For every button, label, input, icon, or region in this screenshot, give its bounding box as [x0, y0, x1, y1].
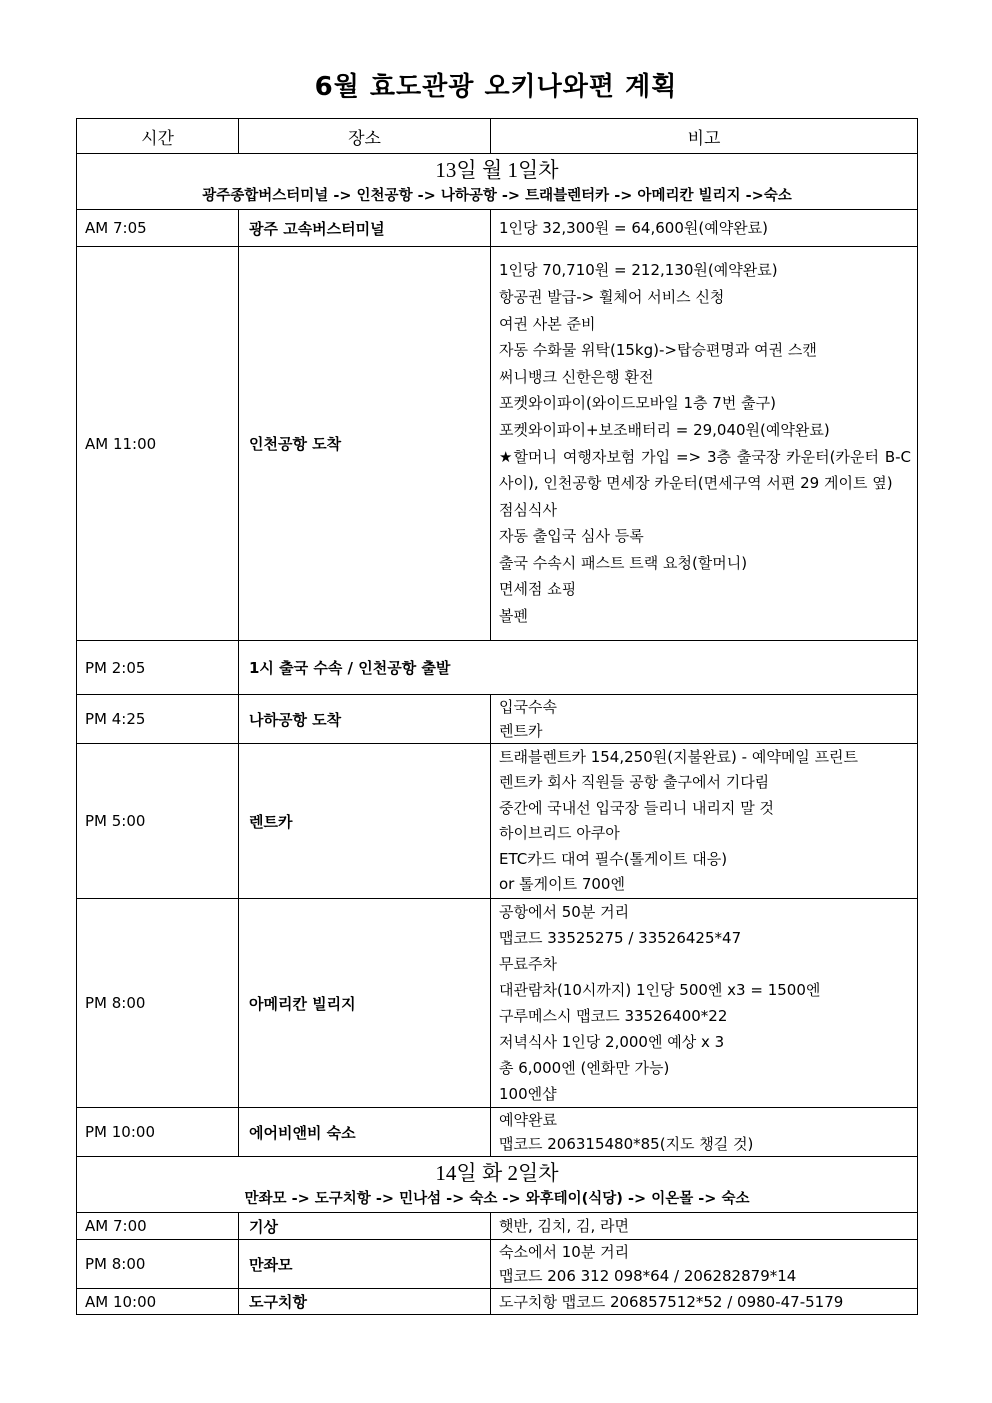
note-cell	[491, 247, 918, 641]
place-cell: 에어비앤비 숙소	[239, 1108, 491, 1157]
note-line: 1인당 70,710원 = 212,130원(예약완료)	[499, 261, 778, 280]
note-line: or 톨게이트 700엔	[499, 875, 625, 893]
place-cell: 인천공항 도착	[239, 247, 491, 641]
place-cell: 광주 고속버스터미널	[239, 210, 491, 247]
note-line: 볼펜	[499, 607, 528, 626]
note-line: 출국 수속시 패스트 트랙 요청(할머니)	[499, 553, 748, 572]
day-route: 만좌모 -> 도구치항 -> 민나섬 -> 숙소 -> 와후테이(식당) -> 이온몰 -> 숙소	[244, 1191, 750, 1207]
note-line: 입국수속	[499, 698, 557, 716]
time-cell: PM 4:25	[77, 695, 239, 744]
time-cell: PM 2:05	[77, 641, 239, 695]
day-header-row	[77, 1157, 918, 1213]
note-cell	[491, 1289, 918, 1315]
note-line: 총 6,000엔 (엔화만 가능)	[499, 1059, 670, 1077]
note-line: ETC카드 대여 필수(톨게이트 대응)	[499, 849, 728, 868]
table-row	[77, 210, 918, 247]
note-line: 중간에 국내선 입국장 들리니 내리지 말 것	[499, 798, 774, 817]
place-cell: 아메리칸 빌리지	[239, 899, 491, 1108]
time-cell: PM 5:00	[77, 744, 239, 899]
place-cell: 렌트카	[239, 744, 491, 899]
day-title: 13일 월 1일차	[435, 158, 559, 182]
day-route: 광주종합버스터미널 -> 인천공항 -> 나하공항 -> 트래블렌터카 -> 아메리칸 빌리지 ->숙소	[202, 188, 792, 204]
note-cell	[491, 744, 918, 899]
note-line: 대관람차(10시까지) 1인당 500엔 x3 = 1500엔	[499, 981, 821, 999]
place-cell: 나하공항 도착	[239, 695, 491, 744]
note-line: 면세점 쇼핑	[499, 580, 577, 599]
note-line: 하이브리드 아쿠아	[499, 824, 620, 842]
note-line: 점심식사	[499, 500, 557, 519]
note-line: 100엔샵	[499, 1085, 557, 1103]
note-line: 써니뱅크 신한은행 환전	[499, 367, 654, 386]
itinerary-table	[76, 118, 918, 1315]
table-row	[77, 1213, 918, 1240]
note-line: 맵코드 206 312 098*64 / 206282879*14	[499, 1267, 797, 1285]
note-line: 트래블렌트카 154,250원(지불완료) - 예약메일 프린트	[499, 747, 859, 766]
note-cell	[491, 899, 918, 1108]
note-line: ★할머니 여행자보험 가입 => 3층 출국장 카운터(카운터 B-C사이), 인천공항 면세장 카운터(면세구역 서편 29 게이트 옆)	[499, 447, 911, 493]
note-cell	[491, 695, 918, 744]
time-cell: AM 10:00	[77, 1289, 239, 1315]
day-title: 14일 화 2일차	[435, 1161, 559, 1185]
note-line: 저녁식사 1인당 2,000엔 예상 x 3	[499, 1033, 725, 1051]
note-line: 숙소에서 10분 거리	[499, 1243, 630, 1261]
note-line: 1인당 32,300원 = 64,600원(예약완료)	[499, 218, 769, 237]
header-row	[77, 119, 918, 154]
note-cell	[491, 1108, 918, 1157]
note-cell	[491, 1240, 918, 1289]
time-cell: PM 8:00	[77, 899, 239, 1108]
place-cell: 기상	[239, 1213, 491, 1240]
note-line: 맵코드 206315480*85(지도 챙길 것)	[499, 1135, 754, 1153]
day-header-row	[77, 154, 918, 210]
note-line: 렌트카 회사 직원들 공항 출구에서 기다림	[499, 773, 770, 791]
place-cell: 도구치항	[239, 1289, 491, 1315]
page-title: 6월 효도관광 오키나와편 계획	[314, 72, 678, 102]
table-row	[77, 744, 918, 899]
time-cell: AM 11:00	[77, 247, 239, 641]
note-line: 렌트카	[499, 722, 543, 740]
note-line: 항공권 발급-> 휠체어 서비스 신청	[499, 287, 725, 306]
note-line: 포켓와이파이+보조배터리 = 29,040원(예약완료)	[499, 420, 830, 439]
place-cell: 만좌모	[239, 1240, 491, 1289]
header-time: 시간	[77, 119, 239, 154]
note-line: 공항에서 50분 거리	[499, 903, 630, 921]
table-row	[77, 695, 918, 744]
table-row	[77, 247, 918, 641]
note-line: 자동 출입국 심사 등록	[499, 527, 644, 546]
time-cell: PM 8:00	[77, 1240, 239, 1289]
time-cell: AM 7:05	[77, 210, 239, 247]
note-line: 무료주차	[499, 955, 557, 973]
note-line: 햇반, 김치, 김, 라면	[499, 1217, 630, 1235]
time-cell: AM 7:00	[77, 1213, 239, 1240]
table-row	[77, 1240, 918, 1289]
note-line: 맵코드 33525275 / 33526425*47	[499, 929, 742, 947]
table-row	[77, 899, 918, 1108]
header-place: 장소	[239, 119, 491, 154]
note-line: 도구치항 맵코드 206857512*52 / 0980-47-5179	[499, 1292, 844, 1311]
time-cell: PM 10:00	[77, 1108, 239, 1157]
place-cell: 1시 출국 수속 / 인천공항 출발	[239, 641, 918, 695]
table-row	[77, 1289, 918, 1315]
note-line: 예약완료	[499, 1111, 557, 1129]
note-line: 포켓와이파이(와이드모바일 1층 7번 출구)	[499, 394, 776, 413]
note-line: 구루메스시 맵코드 33526400*22	[499, 1007, 728, 1025]
table-row	[77, 1108, 918, 1157]
note-line: 여권 사본 준비	[499, 314, 596, 333]
note-cell	[491, 1213, 918, 1240]
note-line: 자동 수화물 위탁(15kg)->탑승편명과 여권 스캔	[499, 341, 817, 360]
header-note: 비고	[491, 119, 918, 154]
table-row	[77, 641, 918, 695]
note-cell	[491, 210, 918, 247]
